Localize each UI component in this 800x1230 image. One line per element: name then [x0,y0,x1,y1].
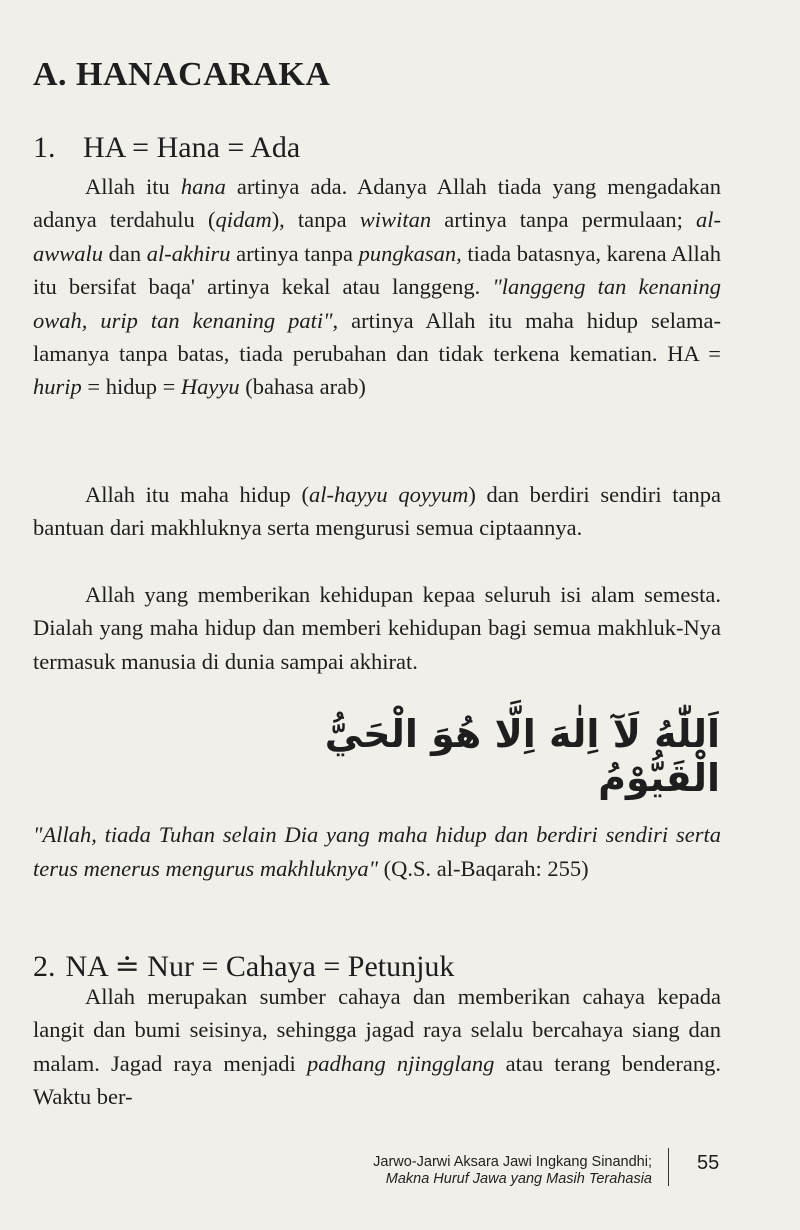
running-footer [373,1154,652,1188]
text-run: dan [103,240,147,266]
text-run: Allah itu maha hidup ( [85,482,309,507]
paragraph-ha-definition [33,170,721,404]
italic-term: al-awwalu [33,207,722,266]
verse-reference: (Q.S. al-Baqarah: 255) [383,856,589,881]
text-run: ) dan berdiri sendiri tanpa bantuan dari makhluknya serta mengurusi semua ciptaannya. [33,482,721,541]
italic-term: al-hayyu qoyyum [308,482,469,507]
footer-book-subtitle: Makna Huruf Jawa yang Masih Terahasia [385,1171,652,1187]
subheading-text: NA ≐ Nur = Cahaya = Petunjuk [65,950,455,983]
italic-term: "langgeng tan kenaning owah, urip tan kenaning pati" [33,274,721,333]
italic-term: Hayyu [180,374,240,400]
italic-term: qidam [215,207,272,233]
translation-quote: "Allah, tiada Tuhan selain Dia yang maha hidup dan berdiri sendiri serta terus menerus mengurus makhluknya" [33,822,721,881]
text-run: , artinya Allah itu maha hidup selama-lamanya tanpa batas, tiada perubahan dan tidak terkena kematian. HA = [33,307,721,367]
footer-book-title: Jarwo-Jarwi Aksara Jawi Ingkang Sinandhi; [373,1154,652,1170]
italic-term: pungkasan, [358,240,462,266]
text-run: artinya tanpa permulaan; [431,207,697,233]
text-run: artinya ada. Adanya Allah tiada yang mengadakan adanya terdahulu ( [33,174,721,233]
verse-translation [33,818,721,886]
text-run: Allah itu [85,174,181,199]
paragraph-kehidupan [33,578,721,678]
italic-term: wiwitan [359,207,432,233]
text-run: Allah yang memberikan kehidupan kepaa seluruh isi alam semesta. Dialah yang maha hidup dan memberi kehidupan bagi semua makhluk-Nya termasuk manusia di dunia sampai akhirat. [33,582,721,674]
italic-term: al-akhiru [146,240,231,266]
subheading-na [33,949,454,984]
subheading-number: 2. [33,950,56,983]
page-number: 55 [697,1152,720,1174]
paragraph-al-hayyu [33,478,721,545]
italic-term: hurip [33,374,82,400]
subheading-number: 1. [33,131,56,164]
text-run: Allah merupakan sumber cahaya dan memberikan cahaya kepada langit dan bumi seisinya, sehingga jagad raya selalu bercahaya siang dan malam. Jagad raya menjadi [33,984,721,1076]
text-run: tiada batasnya, karena Allah itu bersifat baqa' artinya kekal atau langgeng. [33,240,722,300]
footer-divider [668,1148,669,1186]
subheading-ha [33,131,300,165]
italic-term: padhang njingglang [307,1050,495,1076]
text-run: ), tanpa [271,207,360,233]
paragraph-na-cahaya [33,980,721,1114]
subheading-text: HA = Hana = Ada [83,131,301,164]
arabic-verse: اَللّٰهُ لَآ اِلٰهَ اِلَّا هُوَ الْحَيُّ الْقَيُّوْمُ [324,712,720,800]
text-run: = hidup = [81,374,181,400]
text-run: artinya tanpa [230,240,359,266]
text-run: (bahasa arab) [239,374,366,400]
text-run: atau terang benderang. Waktu ber- [33,1050,721,1110]
section-title: A. HANACARAKA [33,56,331,93]
italic-term: hana [180,174,226,199]
